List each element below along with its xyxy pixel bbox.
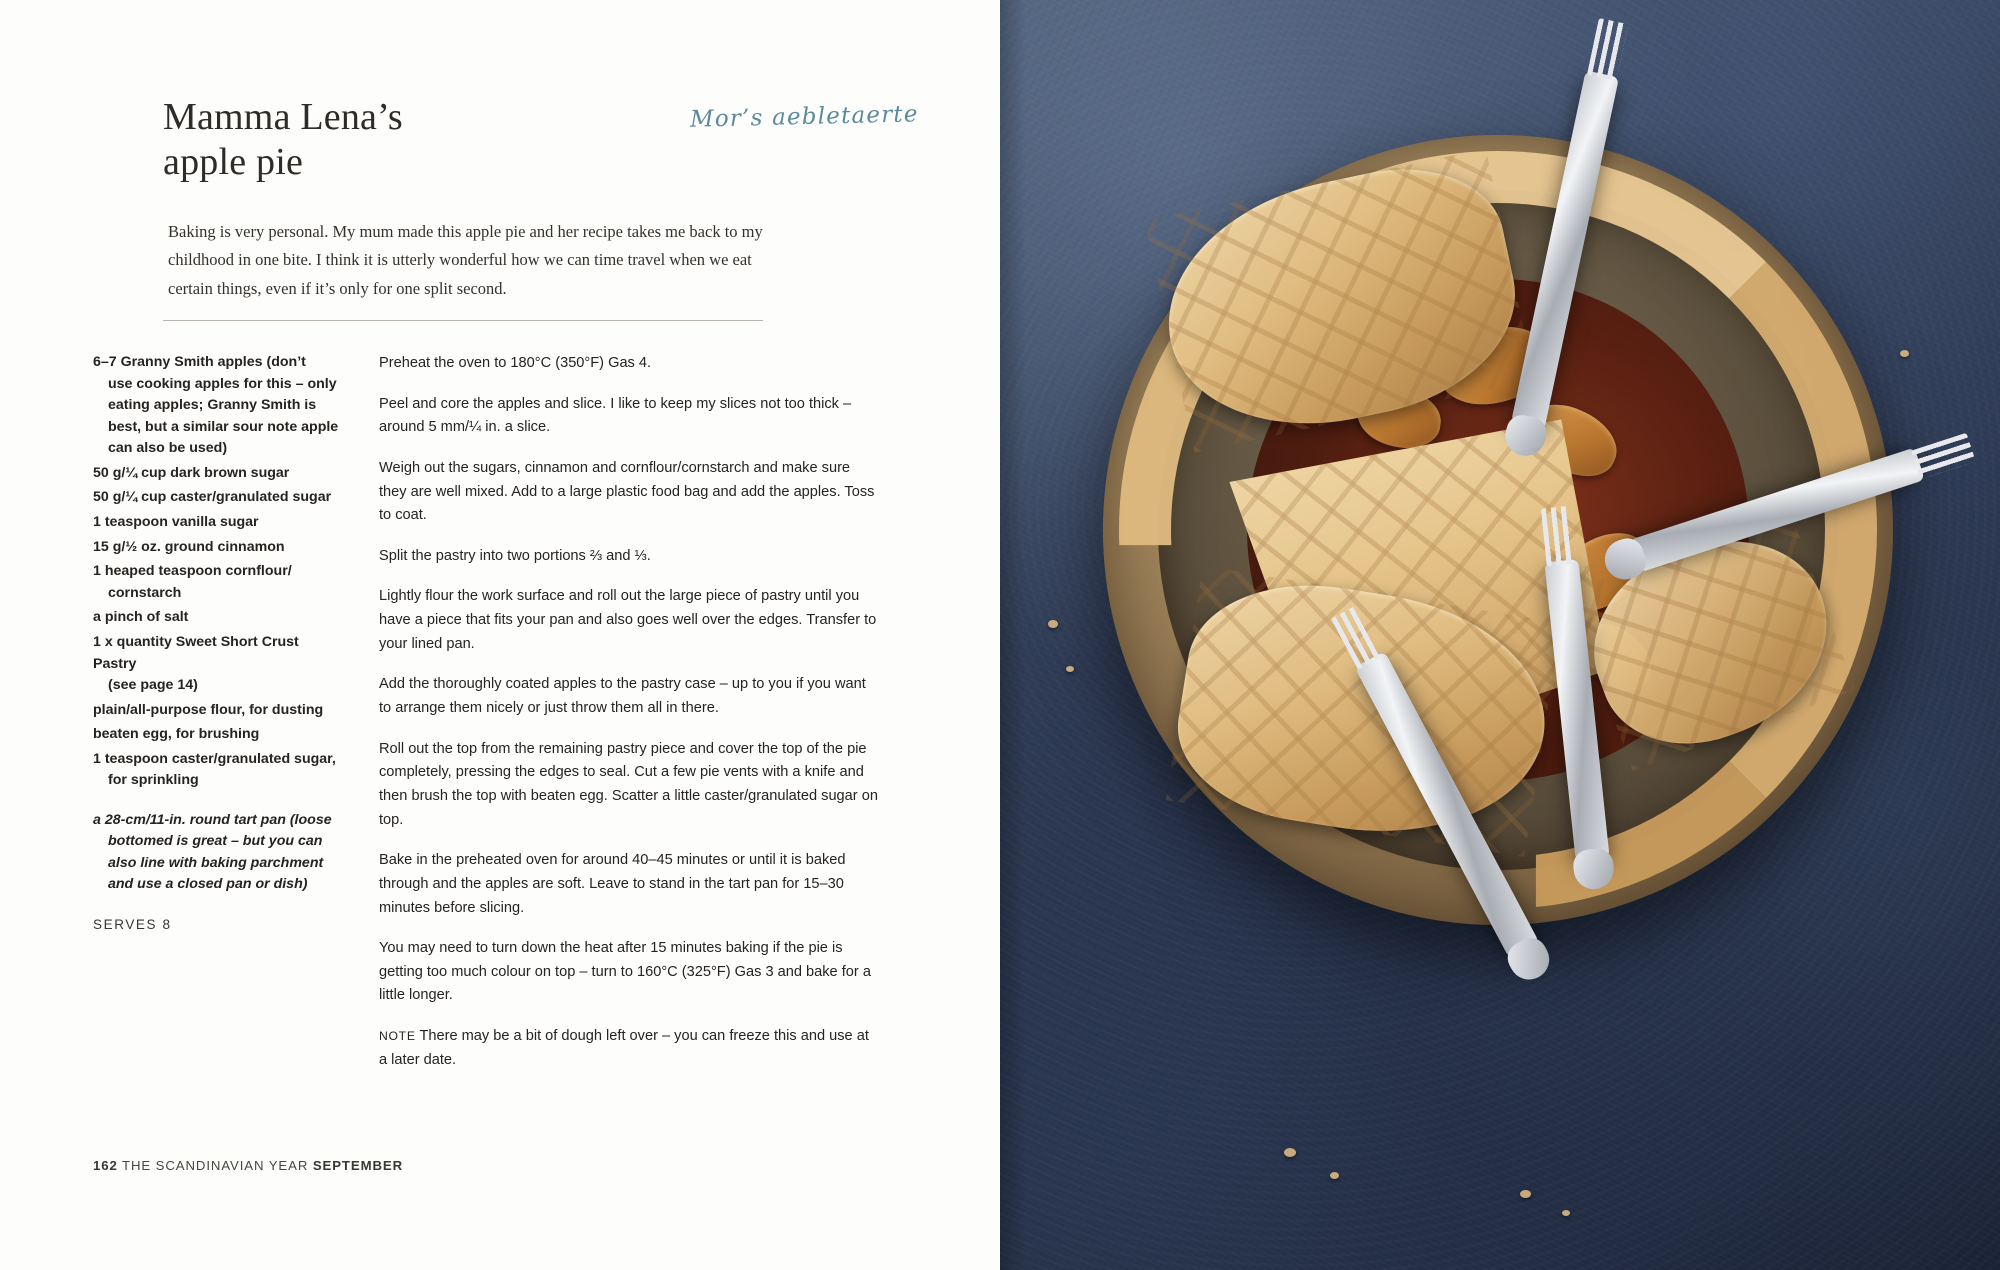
method-step: Add the thoroughly coated apples to the pastry case – up to you if you want to arrange them nicely or just throw them all in there. bbox=[379, 676, 866, 717]
ingredient-main: 1 heaped teaspoon cornflour/ bbox=[93, 563, 292, 580]
list-item bbox=[93, 607, 341, 629]
ingredient-main: 1 teaspoon vanilla sugar bbox=[93, 514, 259, 531]
ingredient-main: 1 teaspoon caster/granulated sugar, bbox=[93, 750, 336, 767]
crumb bbox=[1520, 1190, 1531, 1198]
equipment-note-main: a 28-cm/11-in. round tart pan (loose bbox=[93, 811, 332, 828]
ingredient-main: 15 g/½ oz. ground cinnamon bbox=[93, 538, 285, 555]
ingredient-continuation: cornstarch bbox=[108, 584, 182, 601]
ingredient-continuation: (see page 14) bbox=[108, 677, 198, 694]
ingredient-main: 6–7 Granny Smith apples (don’t bbox=[93, 354, 306, 370]
ingredient-main: 50 g/¼ cup caster/granulated sugar bbox=[93, 489, 332, 506]
list-item bbox=[93, 724, 341, 746]
equipment-note bbox=[93, 810, 341, 895]
serves-label: SERVES 8 bbox=[93, 917, 172, 933]
ingredient-main: beaten egg, for brushing bbox=[93, 726, 260, 743]
ingredients-column bbox=[93, 352, 341, 1089]
crumb bbox=[1330, 1172, 1339, 1179]
list-item bbox=[93, 512, 341, 534]
recipe-body-columns bbox=[93, 352, 953, 1089]
page-number: 162 bbox=[93, 1158, 118, 1173]
recipe-title bbox=[163, 95, 493, 185]
chapter-name: SEPTEMBER bbox=[312, 1158, 404, 1173]
tart-dish bbox=[1103, 135, 1893, 925]
note-text: There may be a bit of dough left over – you can freeze this and use at a later date. bbox=[379, 1028, 869, 1068]
recipe-title-line-2: apple pie bbox=[163, 140, 304, 183]
crumb bbox=[1048, 620, 1058, 628]
method-step: Bake in the preheated oven for around 40–45 minutes or until it is baked through and the apples are soft. Leave to stand in the tart pan for 15–30 minutes before slicing. bbox=[379, 852, 846, 916]
method-step: Peel and core the apples and slice. I like to keep my slices not too thick – around 5 mm/¼ in. a slice. bbox=[379, 395, 852, 436]
page-footer bbox=[93, 1158, 403, 1173]
method-step: Split the pastry into two portions ⅔ and ⅓. bbox=[379, 547, 651, 564]
ingredient-main: 1 x quantity Sweet Short Crust Pastry bbox=[93, 633, 299, 672]
method-column bbox=[379, 352, 879, 1089]
list-item bbox=[93, 537, 341, 559]
recipe-photo-page bbox=[1000, 0, 2000, 1270]
crumb bbox=[1284, 1148, 1296, 1157]
book-title: THE SCANDINAVIAN YEAR bbox=[122, 1158, 309, 1173]
method-step: Roll out the top from the remaining pastry piece and cover the top of the pie completely, pressing the edges to seal. Cut a few pie vents with a knife and then brush the top with beaten egg. Scatter a little caster/granulated sugar on top. bbox=[379, 740, 878, 828]
list-item bbox=[93, 632, 341, 697]
method-step: Preheat the oven to 180°C (350°F) Gas 4. bbox=[379, 355, 652, 371]
method-step: You may need to turn down the heat after 15 minutes baking if the pie is getting too much colour on top – turn to 160°C (325°F) Gas 3 and bake for a little longer. bbox=[379, 940, 871, 1004]
method-step: Lightly flour the work surface and roll out the large piece of pastry until you have a piece that fits your pan and also goes well over the edges. Transfer to your lined pan. bbox=[379, 588, 877, 652]
note-label: NOTE bbox=[379, 1029, 416, 1044]
method-step: Weigh out the sugars, cinnamon and cornflour/cornstarch and make sure they are well mixed. Add to a large plastic food bag and add the apples. Toss to coat. bbox=[379, 459, 875, 524]
list-item bbox=[93, 561, 341, 604]
list-item bbox=[93, 463, 341, 485]
crumb bbox=[1562, 1210, 1570, 1216]
list-item bbox=[93, 352, 341, 460]
crumb bbox=[1066, 666, 1074, 672]
ingredient-main: 50 g/¼ cup dark brown sugar bbox=[93, 464, 290, 481]
recipe-subtitle-danish: Mor’s aebletaerte bbox=[689, 101, 919, 133]
ingredient-main: plain/all-purpose flour, for dusting bbox=[93, 701, 324, 718]
list-item bbox=[93, 749, 341, 792]
list-item bbox=[93, 487, 341, 509]
horizontal-rule bbox=[163, 320, 763, 321]
crumb bbox=[1900, 350, 1909, 357]
recipe-intro-paragraph: Baking is very personal. My mum made this apple pie and her recipe takes me back to my childhood in one bite. I think it is utterly wonderful how we can time travel when we eat certain things, even if it’s only for one split second. bbox=[168, 222, 763, 298]
ingredient-continuation: for sprinkling bbox=[108, 772, 199, 789]
ingredient-main: a pinch of salt bbox=[93, 609, 189, 626]
method-note bbox=[379, 1025, 879, 1072]
recipe-title-line-1: Mamma Lena’s bbox=[163, 96, 403, 138]
ingredient-continuation: use cooking apples for this – only eating apples; Granny Smith is best, but a similar sour note apple can also be used) bbox=[108, 375, 339, 457]
list-item bbox=[93, 700, 341, 722]
equipment-note-continuation: bottomed is great – but you can also line with baking parchment and use a closed pan or dish) bbox=[108, 833, 324, 892]
